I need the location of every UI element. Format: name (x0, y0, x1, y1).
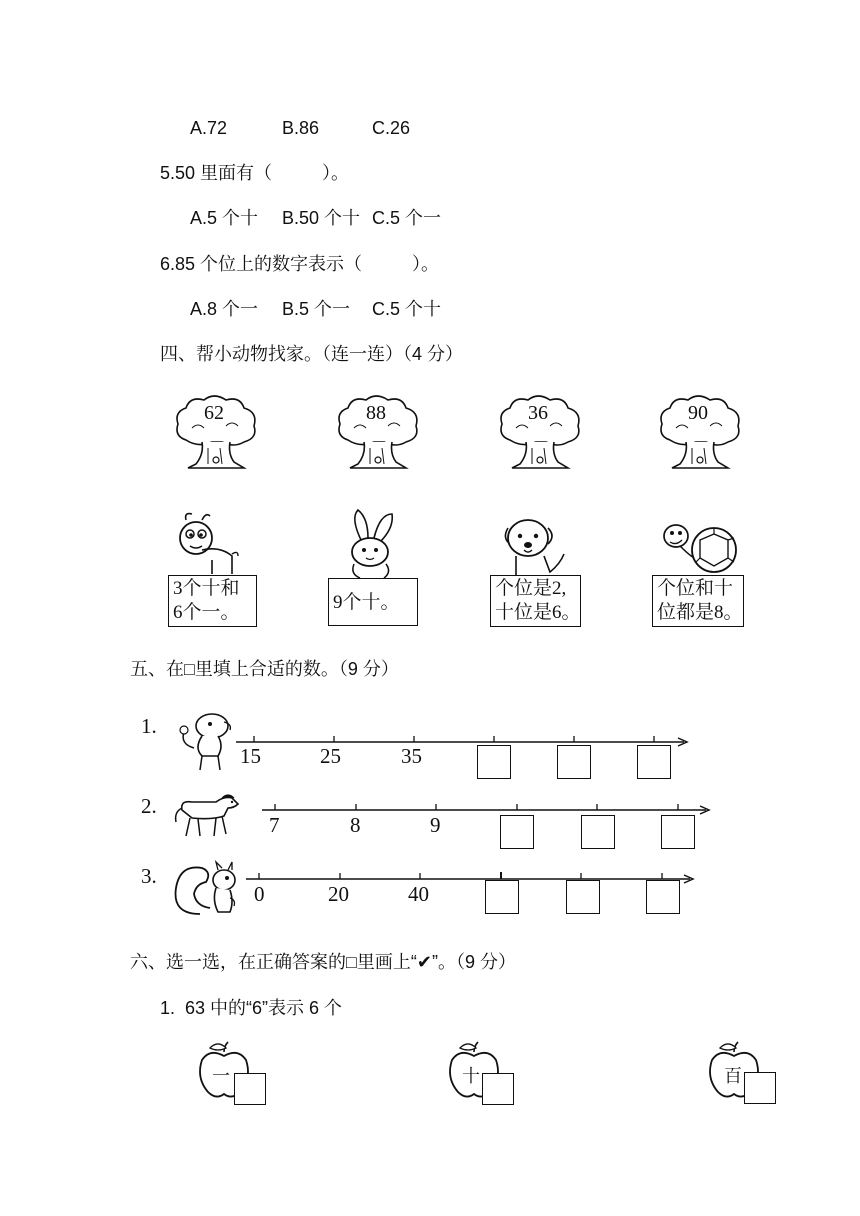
tick-label: 8 (350, 813, 361, 837)
tree-number: 90 (688, 402, 708, 424)
apple-label: 一 (212, 1066, 230, 1086)
animal-card (328, 578, 418, 626)
answer-box[interactable] (557, 745, 591, 779)
tick-label: 35 (401, 744, 422, 768)
tree-house (656, 392, 744, 474)
answer-checkbox[interactable] (482, 1073, 514, 1105)
tick-label: 0 (254, 882, 265, 906)
card-line: 9个十。 (333, 592, 400, 613)
answer-box[interactable] (661, 815, 695, 849)
number-line (236, 728, 692, 752)
animal-card (652, 575, 744, 627)
turtle-icon (658, 518, 738, 580)
q6-option-a: A.8 个一 (190, 299, 259, 319)
q4-option-a: A.72 (190, 118, 228, 138)
answer-box[interactable] (477, 745, 511, 779)
tree-number: 36 (528, 402, 548, 424)
answer-box[interactable] (637, 745, 671, 779)
number-line-label: 1. (141, 714, 157, 738)
tree-number: 88 (366, 402, 386, 424)
card-line: 3个十和 (173, 578, 240, 599)
answer-box[interactable] (485, 880, 519, 914)
tree-house (496, 392, 584, 474)
q6-stem: 6.85 个位上的数字表示（ ）。 (160, 254, 440, 274)
squirrel-icon (172, 858, 242, 920)
apple-option (446, 1040, 518, 1110)
number-line-label: 3. (141, 864, 157, 888)
tick-label: 15 (240, 744, 261, 768)
section4-title: 四、帮小动物找家。（连一连）（4 分） (160, 344, 464, 364)
answer-box[interactable] (566, 880, 600, 914)
tick-label: 25 (320, 744, 341, 768)
card-line: 6个一。 (173, 602, 240, 623)
section5-title: 五、在□里填上合适的数。（9 分） (130, 659, 399, 679)
apple-option (706, 1040, 778, 1110)
q5-option-a: A.5 个十 (190, 208, 259, 228)
answer-box[interactable] (581, 815, 615, 849)
section6-title: 六、选一选，在正确答案的□里画上“✔”。（9 分） (130, 952, 516, 972)
q4-option-c: C.26 (372, 118, 411, 138)
goat-icon (172, 512, 242, 578)
poodle-icon (172, 708, 238, 774)
q4-option-b: B.86 (282, 118, 320, 138)
card-line: 个位是2, (495, 578, 567, 599)
apple-label: 百 (724, 1066, 742, 1086)
q6-option-c: C.5 个十 (372, 299, 442, 319)
q6-option-b: B.5 个一 (282, 299, 351, 319)
card-line: 个位和十 (657, 578, 734, 599)
tick-label: 7 (269, 813, 280, 837)
q5-stem: 5.50 里面有（ ）。 (160, 163, 350, 183)
tick-label: 20 (328, 882, 349, 906)
number-line (262, 796, 714, 820)
rabbit-icon (340, 508, 404, 580)
answer-box[interactable] (500, 815, 534, 849)
tree-number: 62 (204, 402, 224, 424)
tree-house (172, 392, 260, 474)
animal-card (168, 575, 257, 627)
answer-checkbox[interactable] (234, 1073, 266, 1105)
answer-box[interactable] (646, 880, 680, 914)
tick-label: 9 (430, 813, 441, 837)
apple-option (196, 1040, 268, 1110)
section6-q1: 1. 63 中的“6”表示 6 个 (160, 998, 343, 1018)
q5-option-c: C.5 个一 (372, 208, 442, 228)
q5-option-b: B.50 个十 (282, 208, 361, 228)
card-line: 十位是6。 (495, 602, 581, 623)
animal-card (490, 575, 581, 627)
horse-icon (172, 792, 244, 842)
answer-checkbox[interactable] (744, 1072, 776, 1104)
card-line: 位都是8。 (657, 602, 743, 623)
number-line (246, 866, 698, 890)
dog-icon (500, 514, 570, 580)
number-line-label: 2. (141, 794, 157, 818)
tick-label: 40 (408, 882, 429, 906)
apple-label: 十 (462, 1066, 480, 1086)
tree-house (334, 392, 422, 474)
